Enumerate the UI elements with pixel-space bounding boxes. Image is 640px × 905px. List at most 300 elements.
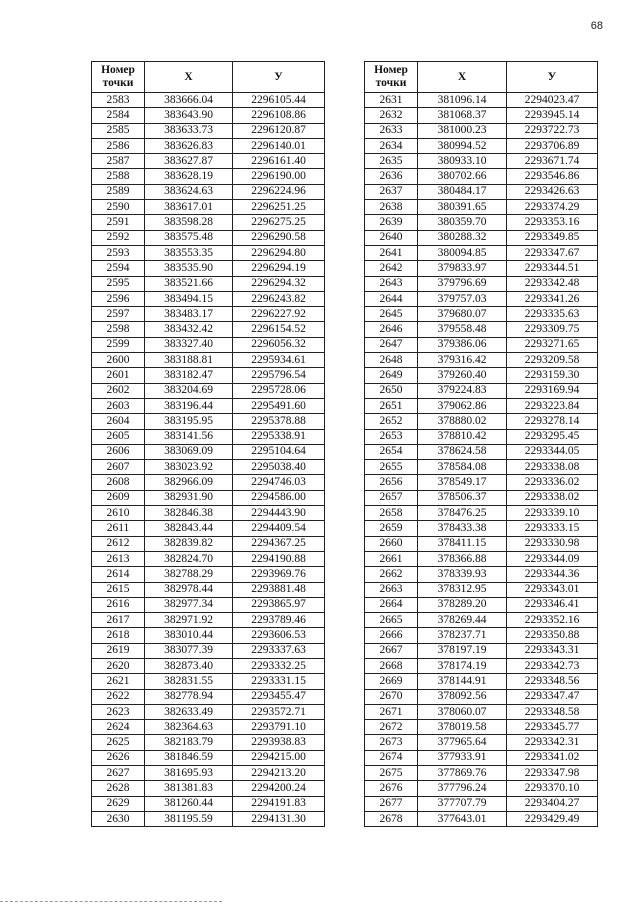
x-coordinate-cell: 381846.59 (145, 750, 233, 765)
table-row (365, 215, 598, 230)
x-coordinate-cell: 383627.87 (145, 154, 233, 169)
table-row (365, 704, 598, 719)
y-coordinate-cell: 2295728.06 (233, 383, 325, 398)
y-coordinate-cell: 2296161.40 (233, 154, 325, 169)
point-number-cell: 2598 (92, 322, 145, 337)
y-coordinate-cell: 2296251.25 (233, 200, 325, 215)
x-coordinate-cell: 380094.85 (418, 245, 507, 260)
point-number-cell: 2583 (92, 93, 145, 108)
point-number-cell: 2646 (365, 322, 418, 337)
point-number-cell: 2662 (365, 567, 418, 582)
x-coordinate-cell: 383204.69 (145, 383, 233, 398)
coordinates-table-left (91, 61, 325, 827)
header-x: X (145, 62, 233, 93)
point-number-cell: 2584 (92, 108, 145, 123)
point-number-cell: 2637 (365, 184, 418, 199)
table-header-row (365, 62, 598, 93)
table-row (92, 414, 325, 429)
y-coordinate-cell: 2293341.02 (507, 750, 598, 765)
y-coordinate-cell: 2293332.25 (233, 658, 325, 673)
x-coordinate-cell: 378476.25 (418, 506, 507, 521)
point-number-cell: 2629 (92, 796, 145, 811)
table-row (92, 276, 325, 291)
point-number-cell: 2609 (92, 490, 145, 505)
x-coordinate-cell: 383327.40 (145, 337, 233, 352)
point-number-cell: 2671 (365, 704, 418, 719)
table-body-right (365, 93, 598, 827)
x-coordinate-cell: 381260.44 (145, 796, 233, 811)
x-coordinate-cell: 383141.56 (145, 429, 233, 444)
x-coordinate-cell: 380484.17 (418, 184, 507, 199)
x-coordinate-cell: 378584.08 (418, 460, 507, 475)
x-coordinate-cell: 382778.94 (145, 689, 233, 704)
point-number-cell: 2591 (92, 215, 145, 230)
x-coordinate-cell: 383575.48 (145, 230, 233, 245)
point-number-cell: 2636 (365, 169, 418, 184)
point-number-cell: 2655 (365, 460, 418, 475)
table-row (365, 245, 598, 260)
x-coordinate-cell: 378624.58 (418, 444, 507, 459)
x-coordinate-cell: 378144.91 (418, 674, 507, 689)
point-number-cell: 2599 (92, 337, 145, 352)
y-coordinate-cell: 2293331.15 (233, 674, 325, 689)
table-row (92, 750, 325, 765)
y-coordinate-cell: 2293278.14 (507, 414, 598, 429)
point-number-cell: 2675 (365, 766, 418, 781)
x-coordinate-cell: 383077.39 (145, 643, 233, 658)
table-row (92, 123, 325, 138)
y-coordinate-cell: 2296224.96 (233, 184, 325, 199)
y-coordinate-cell: 2293209.58 (507, 353, 598, 368)
x-coordinate-cell: 377796.24 (418, 781, 507, 796)
table-row (365, 750, 598, 765)
point-number-cell: 2657 (365, 490, 418, 505)
table-row (92, 689, 325, 704)
header-y: У (233, 62, 325, 93)
table-row (365, 108, 598, 123)
point-number-cell: 2639 (365, 215, 418, 230)
table-row (365, 368, 598, 383)
y-coordinate-cell: 2293338.08 (507, 460, 598, 475)
table-row (365, 674, 598, 689)
y-coordinate-cell: 2293348.58 (507, 704, 598, 719)
x-coordinate-cell: 382846.38 (145, 506, 233, 521)
y-coordinate-cell: 2296056.32 (233, 337, 325, 352)
point-number-cell: 2666 (365, 628, 418, 643)
table-row (92, 245, 325, 260)
point-number-cell: 2647 (365, 337, 418, 352)
table-row (365, 475, 598, 490)
x-coordinate-cell: 383617.01 (145, 200, 233, 215)
y-coordinate-cell: 2293938.83 (233, 735, 325, 750)
x-coordinate-cell: 381068.37 (418, 108, 507, 123)
point-number-cell: 2596 (92, 291, 145, 306)
point-number-cell: 2597 (92, 307, 145, 322)
table-row (365, 429, 598, 444)
x-coordinate-cell: 378366.88 (418, 551, 507, 566)
y-coordinate-cell: 2293341.26 (507, 291, 598, 306)
point-number-cell: 2623 (92, 704, 145, 719)
y-coordinate-cell: 2295038.40 (233, 460, 325, 475)
table-row (92, 766, 325, 781)
x-coordinate-cell: 377643.01 (418, 811, 507, 826)
table-row (365, 261, 598, 276)
y-coordinate-cell: 2294191.83 (233, 796, 325, 811)
point-number-cell: 2665 (365, 613, 418, 628)
table-row (365, 307, 598, 322)
y-coordinate-cell: 2293342.73 (507, 658, 598, 673)
y-coordinate-cell: 2295796.54 (233, 368, 325, 383)
x-coordinate-cell: 381195.59 (145, 811, 233, 826)
y-coordinate-cell: 2295378.88 (233, 414, 325, 429)
y-coordinate-cell: 2293404.27 (507, 796, 598, 811)
table-row (365, 582, 598, 597)
header-point-number (92, 62, 145, 93)
y-coordinate-cell: 2293455.47 (233, 689, 325, 704)
x-coordinate-cell: 383182.47 (145, 368, 233, 383)
y-coordinate-cell: 2293350.88 (507, 628, 598, 643)
y-coordinate-cell: 2293945.14 (507, 108, 598, 123)
y-coordinate-cell: 2293336.02 (507, 475, 598, 490)
table-row (365, 506, 598, 521)
y-coordinate-cell: 2293337.63 (233, 643, 325, 658)
x-coordinate-cell: 378880.02 (418, 414, 507, 429)
point-number-cell: 2641 (365, 245, 418, 260)
y-coordinate-cell: 2293347.47 (507, 689, 598, 704)
point-number-cell: 2619 (92, 643, 145, 658)
y-coordinate-cell: 2294213.20 (233, 766, 325, 781)
point-number-cell: 2667 (365, 643, 418, 658)
y-coordinate-cell: 2296140.01 (233, 138, 325, 153)
y-coordinate-cell: 2296294.32 (233, 276, 325, 291)
point-number-cell: 2649 (365, 368, 418, 383)
point-number-cell: 2612 (92, 536, 145, 551)
table-row (92, 567, 325, 582)
x-coordinate-cell: 379386.06 (418, 337, 507, 352)
table-row (365, 536, 598, 551)
point-number-cell: 2611 (92, 521, 145, 536)
table-row (92, 674, 325, 689)
y-coordinate-cell: 2293347.98 (507, 766, 598, 781)
x-coordinate-cell: 381381.83 (145, 781, 233, 796)
table-row (365, 200, 598, 215)
table-row (92, 291, 325, 306)
table-row (365, 551, 598, 566)
x-coordinate-cell: 383535.90 (145, 261, 233, 276)
x-coordinate-cell: 378339.93 (418, 567, 507, 582)
y-coordinate-cell: 2294190.88 (233, 551, 325, 566)
x-coordinate-cell: 379796.69 (418, 276, 507, 291)
x-coordinate-cell: 380359.70 (418, 215, 507, 230)
y-coordinate-cell: 2293339.10 (507, 506, 598, 521)
y-coordinate-cell: 2293330.98 (507, 536, 598, 551)
table-row (365, 291, 598, 306)
header-point-number (365, 62, 418, 93)
table-row (92, 536, 325, 551)
x-coordinate-cell: 383023.92 (145, 460, 233, 475)
table-row (92, 460, 325, 475)
x-coordinate-cell: 380702.66 (418, 169, 507, 184)
table-row (92, 521, 325, 536)
y-coordinate-cell: 2293865.97 (233, 597, 325, 612)
x-coordinate-cell: 378810.42 (418, 429, 507, 444)
y-coordinate-cell: 2293352.16 (507, 613, 598, 628)
table-row (92, 200, 325, 215)
table-row (92, 628, 325, 643)
point-number-cell: 2594 (92, 261, 145, 276)
table-row (365, 811, 598, 826)
x-coordinate-cell: 382873.40 (145, 658, 233, 673)
x-coordinate-cell: 383494.15 (145, 291, 233, 306)
x-coordinate-cell: 383483.17 (145, 307, 233, 322)
x-coordinate-cell: 378197.19 (418, 643, 507, 658)
x-coordinate-cell: 379757.03 (418, 291, 507, 306)
point-number-cell: 2621 (92, 674, 145, 689)
table-row (92, 398, 325, 413)
point-number-cell: 2588 (92, 169, 145, 184)
y-coordinate-cell: 2293309.75 (507, 322, 598, 337)
x-coordinate-cell: 383188.81 (145, 353, 233, 368)
point-number-cell: 2654 (365, 444, 418, 459)
x-coordinate-cell: 383633.73 (145, 123, 233, 138)
table-row (92, 490, 325, 505)
table-row (365, 628, 598, 643)
y-coordinate-cell: 2293335.63 (507, 307, 598, 322)
table-row (365, 689, 598, 704)
x-coordinate-cell: 380994.52 (418, 138, 507, 153)
y-coordinate-cell: 2293333.15 (507, 521, 598, 536)
x-coordinate-cell: 377933.91 (418, 750, 507, 765)
table-row (365, 460, 598, 475)
point-number-cell: 2672 (365, 720, 418, 735)
page-number: 68 (590, 20, 603, 32)
table-row (92, 582, 325, 597)
point-number-cell: 2603 (92, 398, 145, 413)
point-number-cell: 2628 (92, 781, 145, 796)
table-row (365, 353, 598, 368)
table-row (92, 337, 325, 352)
point-number-cell: 2626 (92, 750, 145, 765)
x-coordinate-cell: 382364.63 (145, 720, 233, 735)
table-row (92, 444, 325, 459)
table-row (92, 261, 325, 276)
point-number-cell: 2648 (365, 353, 418, 368)
table-row (92, 108, 325, 123)
point-number-cell: 2645 (365, 307, 418, 322)
y-coordinate-cell: 2295491.60 (233, 398, 325, 413)
y-coordinate-cell: 2294131.30 (233, 811, 325, 826)
point-number-cell: 2627 (92, 766, 145, 781)
y-coordinate-cell: 2293348.56 (507, 674, 598, 689)
table-header-row (92, 62, 325, 93)
x-coordinate-cell: 382978.44 (145, 582, 233, 597)
y-coordinate-cell: 2295104.64 (233, 444, 325, 459)
x-coordinate-cell: 379833.97 (418, 261, 507, 276)
point-number-cell: 2625 (92, 735, 145, 750)
table-row (365, 93, 598, 108)
x-coordinate-cell: 379062.86 (418, 398, 507, 413)
header-point-line2: точки (102, 77, 134, 89)
x-coordinate-cell: 383553.35 (145, 245, 233, 260)
table-row (365, 383, 598, 398)
table-row (92, 811, 325, 826)
y-coordinate-cell: 2293159.30 (507, 368, 598, 383)
table-row (365, 123, 598, 138)
point-number-cell: 2592 (92, 230, 145, 245)
table-row (92, 138, 325, 153)
table-row (92, 230, 325, 245)
point-number-cell: 2610 (92, 506, 145, 521)
x-coordinate-cell: 382824.70 (145, 551, 233, 566)
y-coordinate-cell: 2296290.58 (233, 230, 325, 245)
point-number-cell: 2678 (365, 811, 418, 826)
x-coordinate-cell: 383626.83 (145, 138, 233, 153)
table-row (365, 414, 598, 429)
y-coordinate-cell: 2294409.54 (233, 521, 325, 536)
table-row (365, 658, 598, 673)
table-row (365, 567, 598, 582)
table-row (92, 322, 325, 337)
point-number-cell: 2643 (365, 276, 418, 291)
point-number-cell: 2676 (365, 781, 418, 796)
coordinates-table-right (364, 61, 598, 827)
table-row (365, 490, 598, 505)
y-coordinate-cell: 2294215.00 (233, 750, 325, 765)
point-number-cell: 2586 (92, 138, 145, 153)
table-row (92, 154, 325, 169)
x-coordinate-cell: 378506.37 (418, 490, 507, 505)
y-coordinate-cell: 2293344.09 (507, 551, 598, 566)
table-row (92, 704, 325, 719)
point-number-cell: 2633 (365, 123, 418, 138)
point-number-cell: 2590 (92, 200, 145, 215)
x-coordinate-cell: 383521.66 (145, 276, 233, 291)
x-coordinate-cell: 380288.32 (418, 230, 507, 245)
x-coordinate-cell: 383666.04 (145, 93, 233, 108)
point-number-cell: 2622 (92, 689, 145, 704)
point-number-cell: 2669 (365, 674, 418, 689)
point-number-cell: 2605 (92, 429, 145, 444)
y-coordinate-cell: 2293349.85 (507, 230, 598, 245)
point-number-cell: 2651 (365, 398, 418, 413)
header-point-line2: точки (375, 77, 407, 89)
table-row (92, 475, 325, 490)
point-number-cell: 2585 (92, 123, 145, 138)
table-row (92, 353, 325, 368)
point-number-cell: 2632 (365, 108, 418, 123)
x-coordinate-cell: 382183.79 (145, 735, 233, 750)
y-coordinate-cell: 2293342.48 (507, 276, 598, 291)
x-coordinate-cell: 382788.29 (145, 567, 233, 582)
y-coordinate-cell: 2293606.53 (233, 628, 325, 643)
x-coordinate-cell: 383432.42 (145, 322, 233, 337)
x-coordinate-cell: 377869.76 (418, 766, 507, 781)
y-coordinate-cell: 2296227.92 (233, 307, 325, 322)
y-coordinate-cell: 2293342.31 (507, 735, 598, 750)
header-x: X (418, 62, 507, 93)
x-coordinate-cell: 379558.48 (418, 322, 507, 337)
point-number-cell: 2677 (365, 796, 418, 811)
table-row (365, 184, 598, 199)
point-number-cell: 2656 (365, 475, 418, 490)
y-coordinate-cell: 2293353.16 (507, 215, 598, 230)
table-row (365, 444, 598, 459)
point-number-cell: 2613 (92, 551, 145, 566)
y-coordinate-cell: 2293572.71 (233, 704, 325, 719)
y-coordinate-cell: 2293344.51 (507, 261, 598, 276)
table-row (365, 720, 598, 735)
point-number-cell: 2608 (92, 475, 145, 490)
point-number-cell: 2606 (92, 444, 145, 459)
y-coordinate-cell: 2293271.65 (507, 337, 598, 352)
x-coordinate-cell: 383196.44 (145, 398, 233, 413)
y-coordinate-cell: 2293722.73 (507, 123, 598, 138)
y-coordinate-cell: 2296154.52 (233, 322, 325, 337)
y-coordinate-cell: 2293426.63 (507, 184, 598, 199)
point-number-cell: 2620 (92, 658, 145, 673)
point-number-cell: 2601 (92, 368, 145, 383)
x-coordinate-cell: 382971.92 (145, 613, 233, 628)
point-number-cell: 2595 (92, 276, 145, 291)
point-number-cell: 2617 (92, 613, 145, 628)
table-row (365, 138, 598, 153)
point-number-cell: 2660 (365, 536, 418, 551)
y-coordinate-cell: 2293344.36 (507, 567, 598, 582)
point-number-cell: 2659 (365, 521, 418, 536)
table-row (365, 521, 598, 536)
y-coordinate-cell: 2293347.67 (507, 245, 598, 260)
point-number-cell: 2624 (92, 720, 145, 735)
table-row (365, 337, 598, 352)
table-row (365, 613, 598, 628)
table-row (92, 658, 325, 673)
point-number-cell: 2587 (92, 154, 145, 169)
y-coordinate-cell: 2296120.87 (233, 123, 325, 138)
x-coordinate-cell: 378019.58 (418, 720, 507, 735)
point-number-cell: 2593 (92, 245, 145, 260)
point-number-cell: 2635 (365, 154, 418, 169)
y-coordinate-cell: 2293370.10 (507, 781, 598, 796)
point-number-cell: 2642 (365, 261, 418, 276)
point-number-cell: 2615 (92, 582, 145, 597)
header-point-line1: Номер (374, 64, 408, 76)
x-coordinate-cell: 378060.07 (418, 704, 507, 719)
table-row (92, 597, 325, 612)
x-coordinate-cell: 382966.09 (145, 475, 233, 490)
y-coordinate-cell: 2294023.47 (507, 93, 598, 108)
point-number-cell: 2638 (365, 200, 418, 215)
y-coordinate-cell: 2293706.89 (507, 138, 598, 153)
table-row (92, 735, 325, 750)
x-coordinate-cell: 379680.07 (418, 307, 507, 322)
table-row (92, 184, 325, 199)
y-coordinate-cell: 2293791.10 (233, 720, 325, 735)
y-coordinate-cell: 2293343.01 (507, 582, 598, 597)
x-coordinate-cell: 378237.71 (418, 628, 507, 643)
table-row (365, 169, 598, 184)
point-number-cell: 2658 (365, 506, 418, 521)
table-row (92, 429, 325, 444)
table-row (365, 597, 598, 612)
x-coordinate-cell: 379316.42 (418, 353, 507, 368)
y-coordinate-cell: 2293429.49 (507, 811, 598, 826)
point-number-cell: 2663 (365, 582, 418, 597)
y-coordinate-cell: 2293169.94 (507, 383, 598, 398)
point-number-cell: 2674 (365, 750, 418, 765)
table-row (92, 720, 325, 735)
y-coordinate-cell: 2293345.77 (507, 720, 598, 735)
table-row (365, 398, 598, 413)
